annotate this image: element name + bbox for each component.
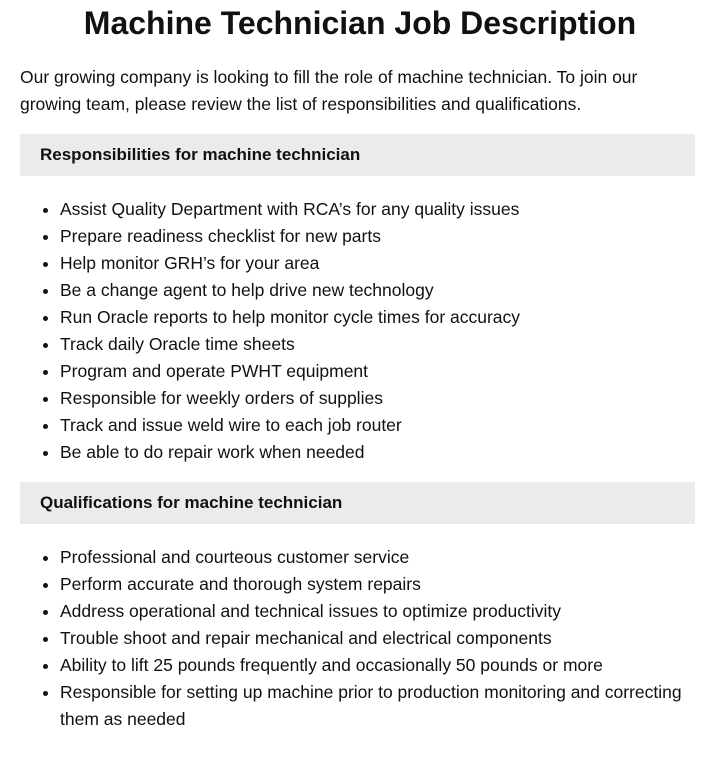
page-title: Machine Technician Job Description xyxy=(83,5,637,41)
section-heading: Qualifications for machine technician xyxy=(20,482,695,524)
section-heading: Responsibilities for machine technician xyxy=(20,134,695,176)
list-item: • Track daily Oracle time sheets xyxy=(60,331,720,358)
list-item: • Responsible for weekly orders of supplies xyxy=(60,385,720,412)
list-item: • Address operational and technical issues to optimize productivity xyxy=(60,598,720,625)
list-item: • Trouble shoot and repair mechanical and electrical components xyxy=(60,625,720,652)
list-item: • Ability to lift 25 pounds frequently and occasionally 50 pounds or more xyxy=(60,652,720,679)
list-item: • Perform accurate and thorough system repairs xyxy=(60,571,720,598)
list-item: • Professional and courteous customer service xyxy=(60,544,720,571)
list-item: • Run Oracle reports to help monitor cycle times for accuracy xyxy=(60,304,720,331)
list-item: • Be able to do repair work when needed xyxy=(60,439,720,466)
section-list xyxy=(0,544,720,733)
list-item: • Program and operate PWHT equipment xyxy=(60,358,720,385)
list-item: • Help monitor GRH’s for your area xyxy=(60,250,720,277)
list-item: • Track and issue weld wire to each job router xyxy=(60,412,720,439)
list-item: • Be a change agent to help drive new technology xyxy=(60,277,720,304)
list-item: • Prepare readiness checklist for new parts xyxy=(60,223,720,250)
list-item: • Responsible for setting up machine prior to production monitoring and correcting them as needed xyxy=(60,679,720,733)
intro-text: Our growing company is looking to fill the role of machine technician. To join our growing team, please review the list of responsibilities and qualifications. xyxy=(20,67,638,114)
section-list xyxy=(0,196,720,466)
list-item: • Assist Quality Department with RCA’s for any quality issues xyxy=(60,196,720,223)
